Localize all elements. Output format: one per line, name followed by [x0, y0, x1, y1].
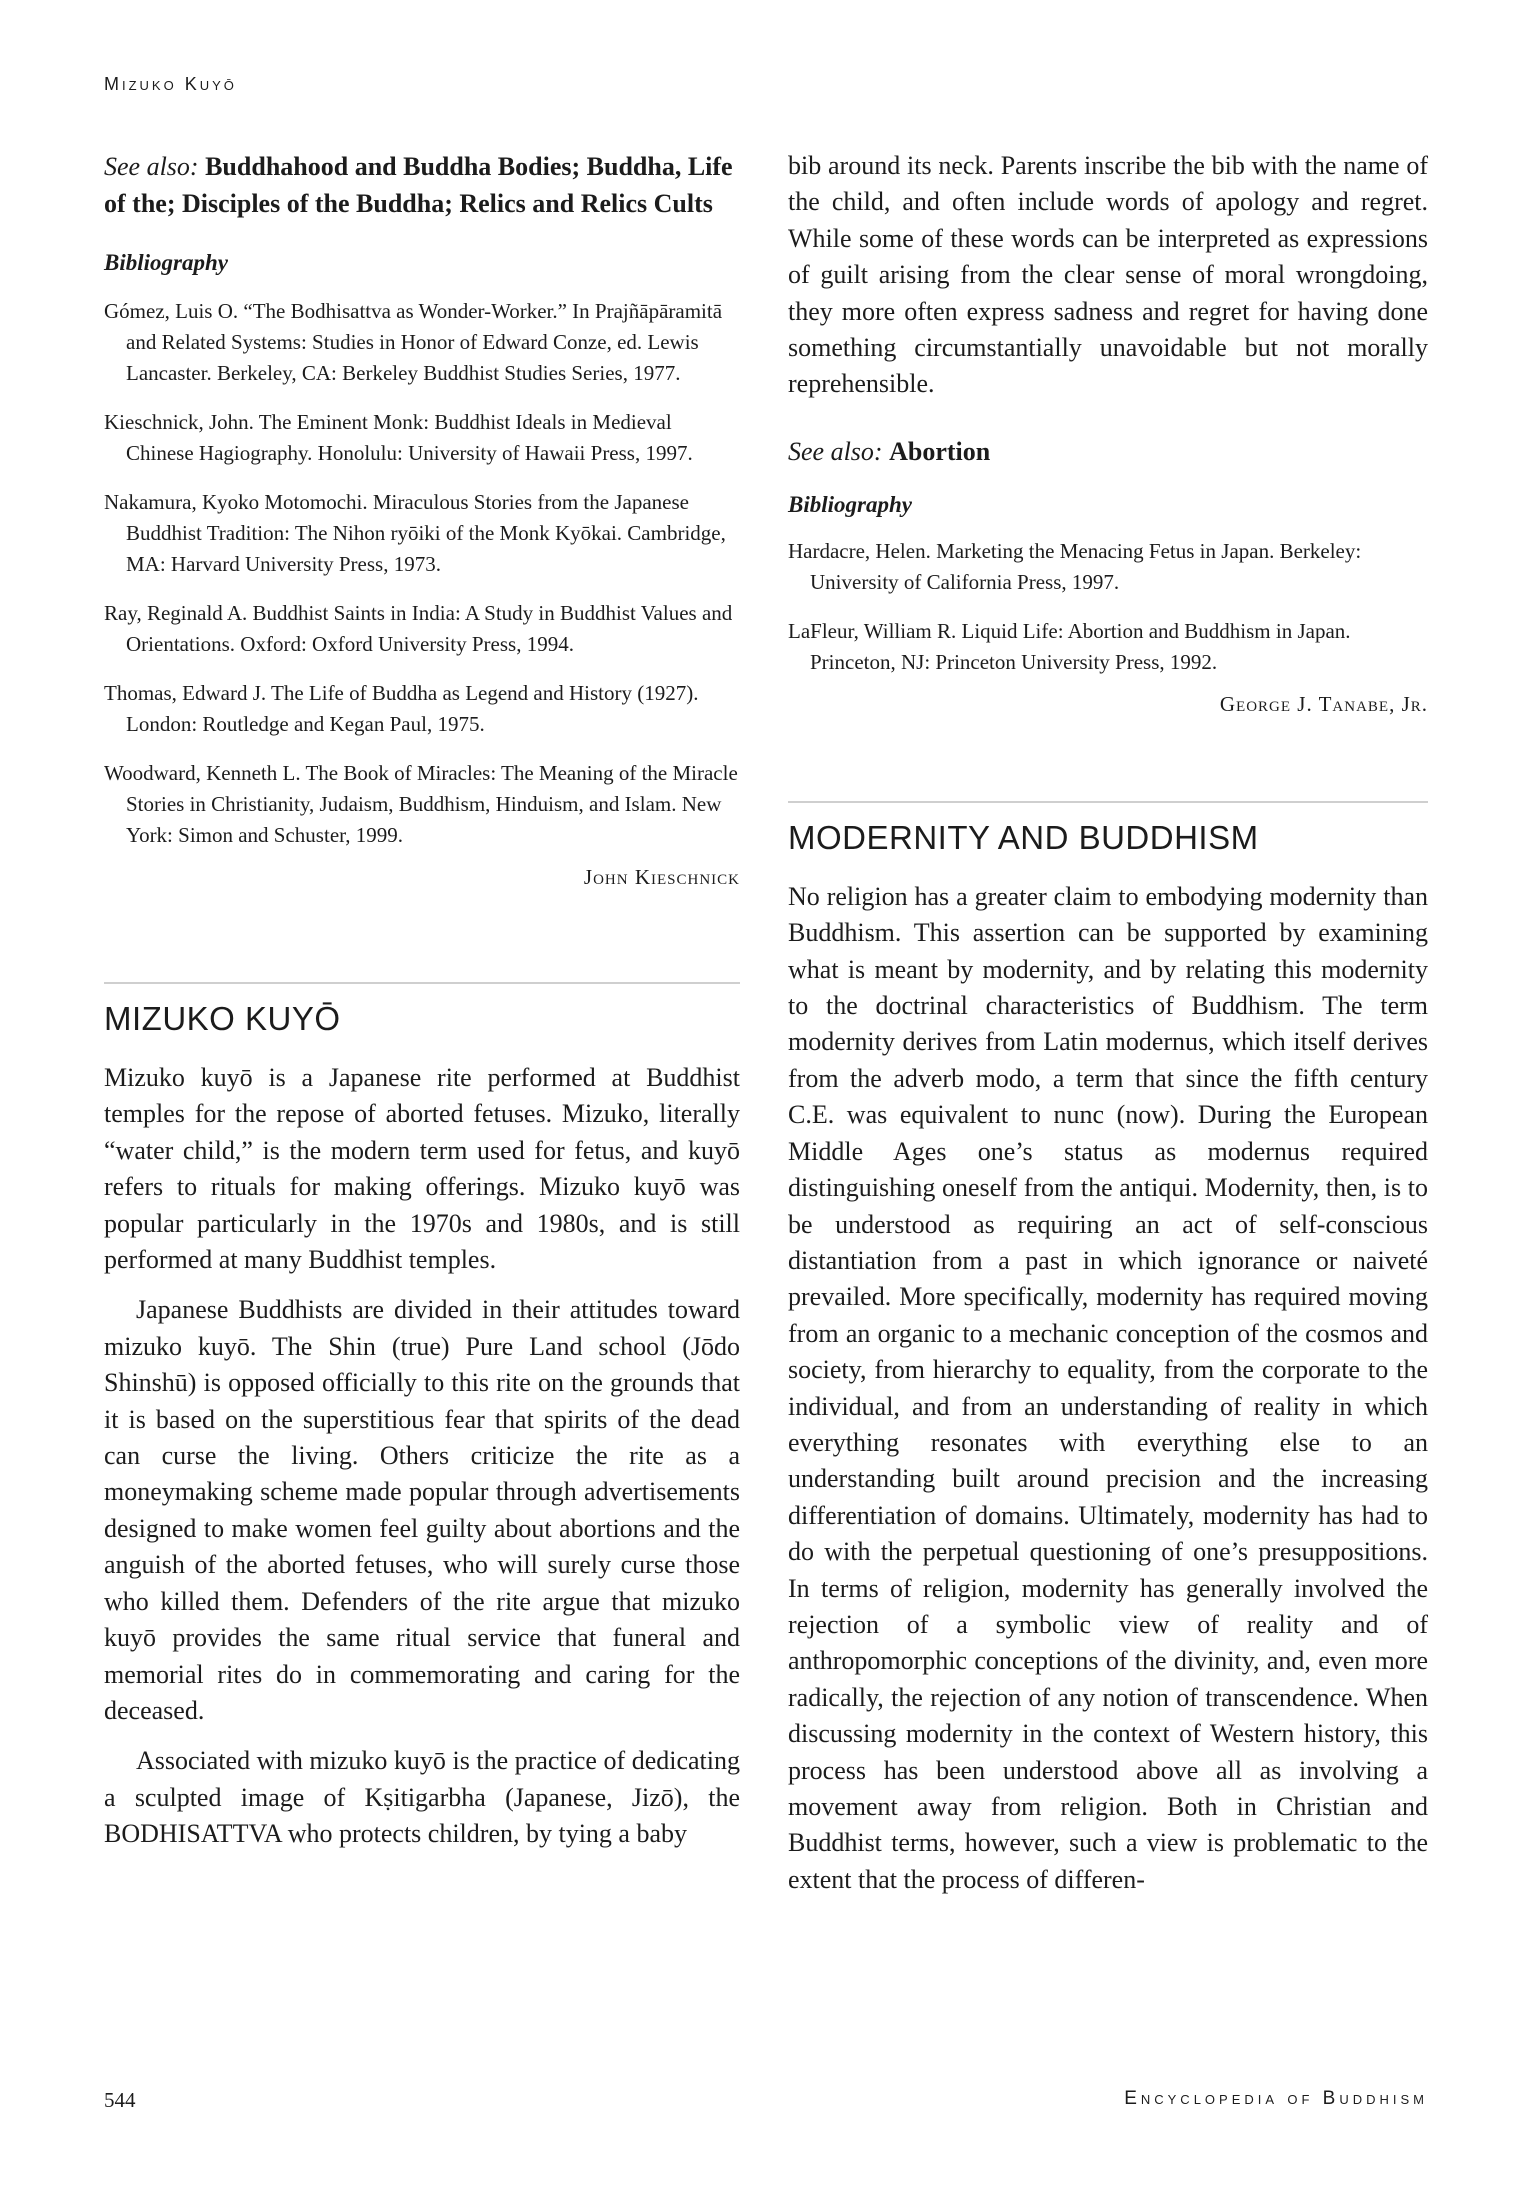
body-paragraph-continued: bib around its neck. Parents inscribe the bib with the name of the child, and often include words of apology and regret. While some of these words can be interpreted as expressions of guilt arising from the clear sense of moral wrongdoing, they more often express sadness and regret for having done something circumstantially unavoidable but not morally reprehensible. [788, 151, 1428, 399]
body-paragraph: No religion has a greater claim to embodying modernity than Buddhism. This assertion can be supported by examining what is meant by modernity, and by relating this modernity to the doctrinal characteristics of Buddhism. The term modernity derives from Latin modernus, which itself derives from the adverb modo, a term that since the fifth century C.E. was equivalent to nunc (now). During the European Middle Ages one’s status as modernus required distinguishing oneself from the antiqui. Modernity, then, is to be understood as requiring an act of self-conscious distantiation from a past in which ignorance or naiveté prevailed. More specifically, modernity has required moving from an organic to a mechanic conception of the cosmos and society, from hierarchy to equality, from the corporate to the individual, and from an understanding of reality in which everything resonates with everything else to an understanding built around precision and the increasing differentiation of domains. Ultimately, modernity has had to do with the perpetual questioning of one’s presuppositions. In terms of religion, modernity has generally involved the rejection of a symbolic view of reality and of anthropomorphic conceptions of the divinity, and, even more radically, the rejection of any notion of transcendence. When discussing modernity in the context of Western history, this process has been understood above all as involving a movement away from religion. Both in Christian and Buddhist terms, however, such a view is problematic to the extent that the process of differen- [788, 881, 1428, 1894]
running-head: Mizuko Kuyō [104, 74, 237, 94]
section-divider [788, 801, 1428, 803]
see-also-line [104, 148, 740, 222]
bibliography-entry: LaFleur, William R. Liquid Life: Abortion and Buddhism in Japan. Princeton, NJ: Princeton University Press, 1992. [788, 618, 1351, 674]
section-divider [104, 982, 740, 984]
footer-book-title: Encyclopedia of Buddhism [1124, 2088, 1428, 2109]
bibliography-entry: Hardacre, Helen. Marketing the Menacing Fetus in Japan. Berkeley: University of California Press, 1997. [788, 538, 1362, 594]
bibliography-entry: Nakamura, Kyoko Motomochi. Miraculous Stories from the Japanese Buddhist Tradition: The Nihon ryōiki of the Monk Kyōkai. Cambridge, MA: Harvard University Press, 1973. [104, 490, 726, 576]
left-column [104, 148, 740, 1853]
bibliography-entry: Thomas, Edward J. The Life of Buddha as Legend and History (1927). London: Routledge and Kegan Paul, 1975. [104, 681, 699, 736]
bibliography-entry: Woodward, Kenneth L. The Book of Miracles: The Meaning of the Miracle Stories in Christianity, Judaism, Buddhism, Hinduism, and Islam. New York: Simon and Schuster, 1999. [104, 761, 738, 847]
body-paragraph: Japanese Buddhists are divided in their attitudes toward mizuko kuyō. The Shin (true) Pure Land school (Jōdo Shinshū) is opposed officially to this rite on the grounds that it is based on the superstitious fear that spirits of the dead can curse the living. Others criticize the rite as a moneymaking scheme made popular through advertisements designed to make women feel guilty about abortions and the anguish of the aborted fetuses, who will surely curse those who killed them. Defenders of the rite argue that mizuko kuyō provides the same ritual service that funeral and memorial rites do in commemorating and caring for the deceased. [104, 1295, 740, 1725]
page-number: 544 [104, 2088, 136, 2112]
see-also-links[interactable]: Buddhahood and Buddha Bodies; Buddha, Life of the; Disciples of the Buddha; Relics and Relics Cults [104, 152, 733, 218]
body-paragraph: Mizuko kuyō is a Japanese rite performed at Buddhist temples for the repose of aborted fetuses. Mizuko, literally “water child,” is the modern term used for fetus, and kuyō refers to rituals for making offerings. Mizuko kuyō was popular particularly in the 1970s and 1980s, and is still performed at many Buddhist temples. [104, 1063, 740, 1275]
section-title-modernity: MODERNITY AND BUDDHISM [788, 818, 1259, 856]
right-column [788, 148, 1428, 1898]
bibliography-entry: Ray, Reginald A. Buddhist Saints in India: A Study in Buddhist Values and Orientations. Oxford: Oxford University Press, 1994. [104, 601, 733, 656]
section-title-mizuko-kuyo: MIZUKO KUYŌ [104, 1000, 341, 1037]
see-also-label: See also: [104, 152, 199, 181]
author-signature: George J. Tanabe, Jr. [1219, 691, 1428, 716]
bibliography-entry: Gómez, Luis O. “The Bodhisattva as Wonder-Worker.” In Prajñāpāramitā and Related Systems: Studies in Honor of Edward Conze, ed. Lewis Lancaster. Berkeley, CA: Berkeley Buddhist Studies Series, 1977. [104, 299, 723, 385]
see-also-label: See also: [788, 436, 883, 466]
bibliography-entry: Kieschnick, John. The Eminent Monk: Buddhist Ideals in Medieval Chinese Hagiography. Honolulu: University of Hawaii Press, 1997. [104, 410, 693, 465]
see-also-line [788, 433, 1428, 470]
bibliography-heading: Bibliography [788, 491, 912, 517]
bibliography-heading: Bibliography [104, 250, 228, 275]
see-also-links[interactable]: Abortion [889, 436, 991, 466]
author-signature: John Kieschnick [583, 865, 740, 889]
body-paragraph: Associated with mizuko kuyō is the practice of dedicating a sculpted image of Kṣitigarbha (Japanese, Jizō), the BODHISATTVA who protects children, by tying a baby [104, 1746, 740, 1849]
